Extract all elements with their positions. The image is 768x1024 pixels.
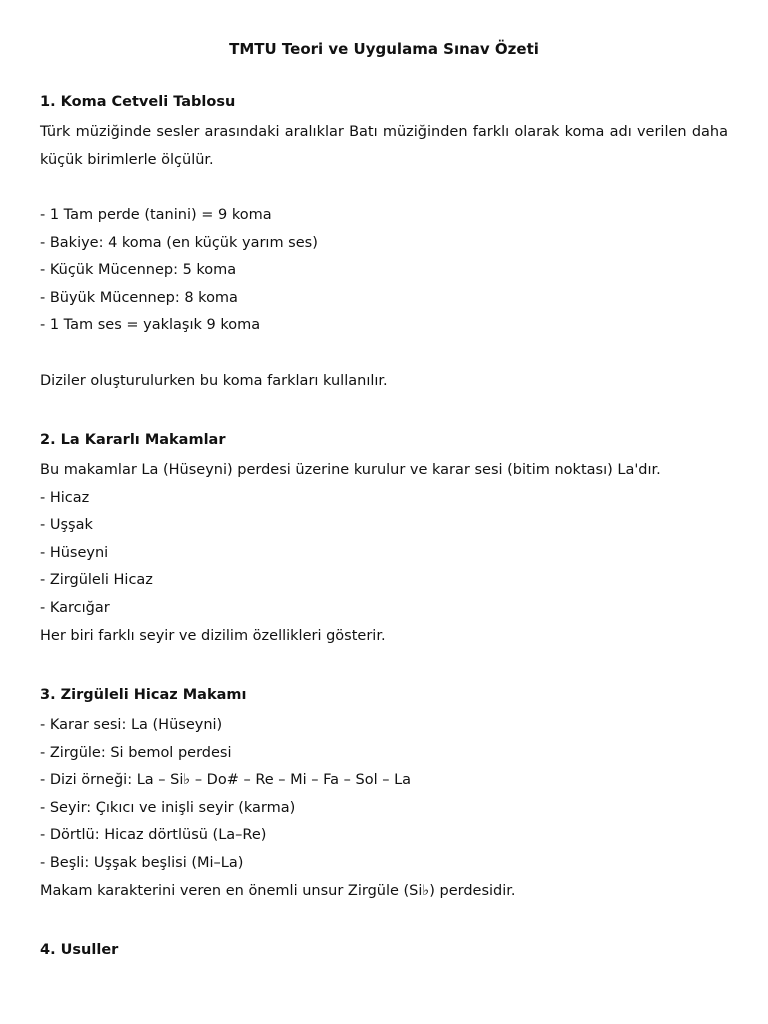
- list-item: - 1 Tam ses = yaklaşık 9 koma: [40, 317, 261, 334]
- list-item: - Büyük Mücennep: 8 koma: [40, 289, 238, 306]
- list-item: - Dörtlü: Hicaz dörtlüsü (La–Re): [40, 827, 267, 844]
- section-3-heading: 3. Zirgüleli Hicaz Makamı: [40, 687, 247, 703]
- list-item: - Bakiye: 4 koma (en küçük yarım ses): [40, 234, 318, 251]
- list-item: - Karar sesi: La (Hüseyni): [40, 717, 223, 733]
- section-3-closing: Makam karakterini veren en önemli unsur Zirgüle (Si♭) perdesidir.: [40, 882, 516, 899]
- section-1-list: [40, 202, 728, 340]
- section-4-heading: 4. Usuller: [40, 942, 119, 958]
- section-2-heading: 2. La Kararlı Makamlar: [40, 432, 226, 448]
- section-2-closing: Her biri farklı seyir ve dizilim özellikleri gösterir.: [40, 627, 386, 644]
- section-1-heading: 1. Koma Cetveli Tablosu: [40, 94, 236, 110]
- list-item: - Dizi örneği: La – Si♭ – Do# – Re – Mi – Fa – Sol – La: [40, 772, 412, 789]
- section-1-intro: Türk müziğinde sesler arasındaki aralıklar Batı müziğinden farklı olarak koma adı verilen daha küçük birimlerle ölçülür.: [40, 124, 728, 168]
- section-3-list: [40, 712, 728, 905]
- list-item: - Küçük Mücennep: 5 koma: [40, 262, 237, 279]
- list-item: - Beşli: Uşşak beşlisi (Mi–La): [40, 854, 244, 871]
- list-item: - Seyir: Çıkıcı ve inişli seyir (karma): [40, 799, 296, 816]
- document-title: TMTU Teori ve Uygulama Sınav Özeti: [229, 40, 539, 58]
- list-item: - 1 Tam perde (tanini) = 9 koma: [40, 207, 272, 223]
- section-2-intro: Bu makamlar La (Hüseyni) perdesi üzerine kurulur ve karar sesi (bitim noktası) La'dır.: [40, 462, 661, 478]
- list-item: - Karcığar: [40, 599, 110, 616]
- section-2-list: [40, 457, 728, 650]
- list-item: - Hüseyni: [40, 544, 109, 561]
- list-item: - Hicaz: [40, 489, 90, 506]
- list-item: - Uşşak: [40, 517, 93, 534]
- section-1-closing: Diziler oluşturulurken bu koma farkları kullanılır.: [40, 373, 388, 389]
- list-item: - Zirgüle: Si bemol perdesi: [40, 744, 232, 761]
- list-item: - Zirgüleli Hicaz: [40, 572, 153, 589]
